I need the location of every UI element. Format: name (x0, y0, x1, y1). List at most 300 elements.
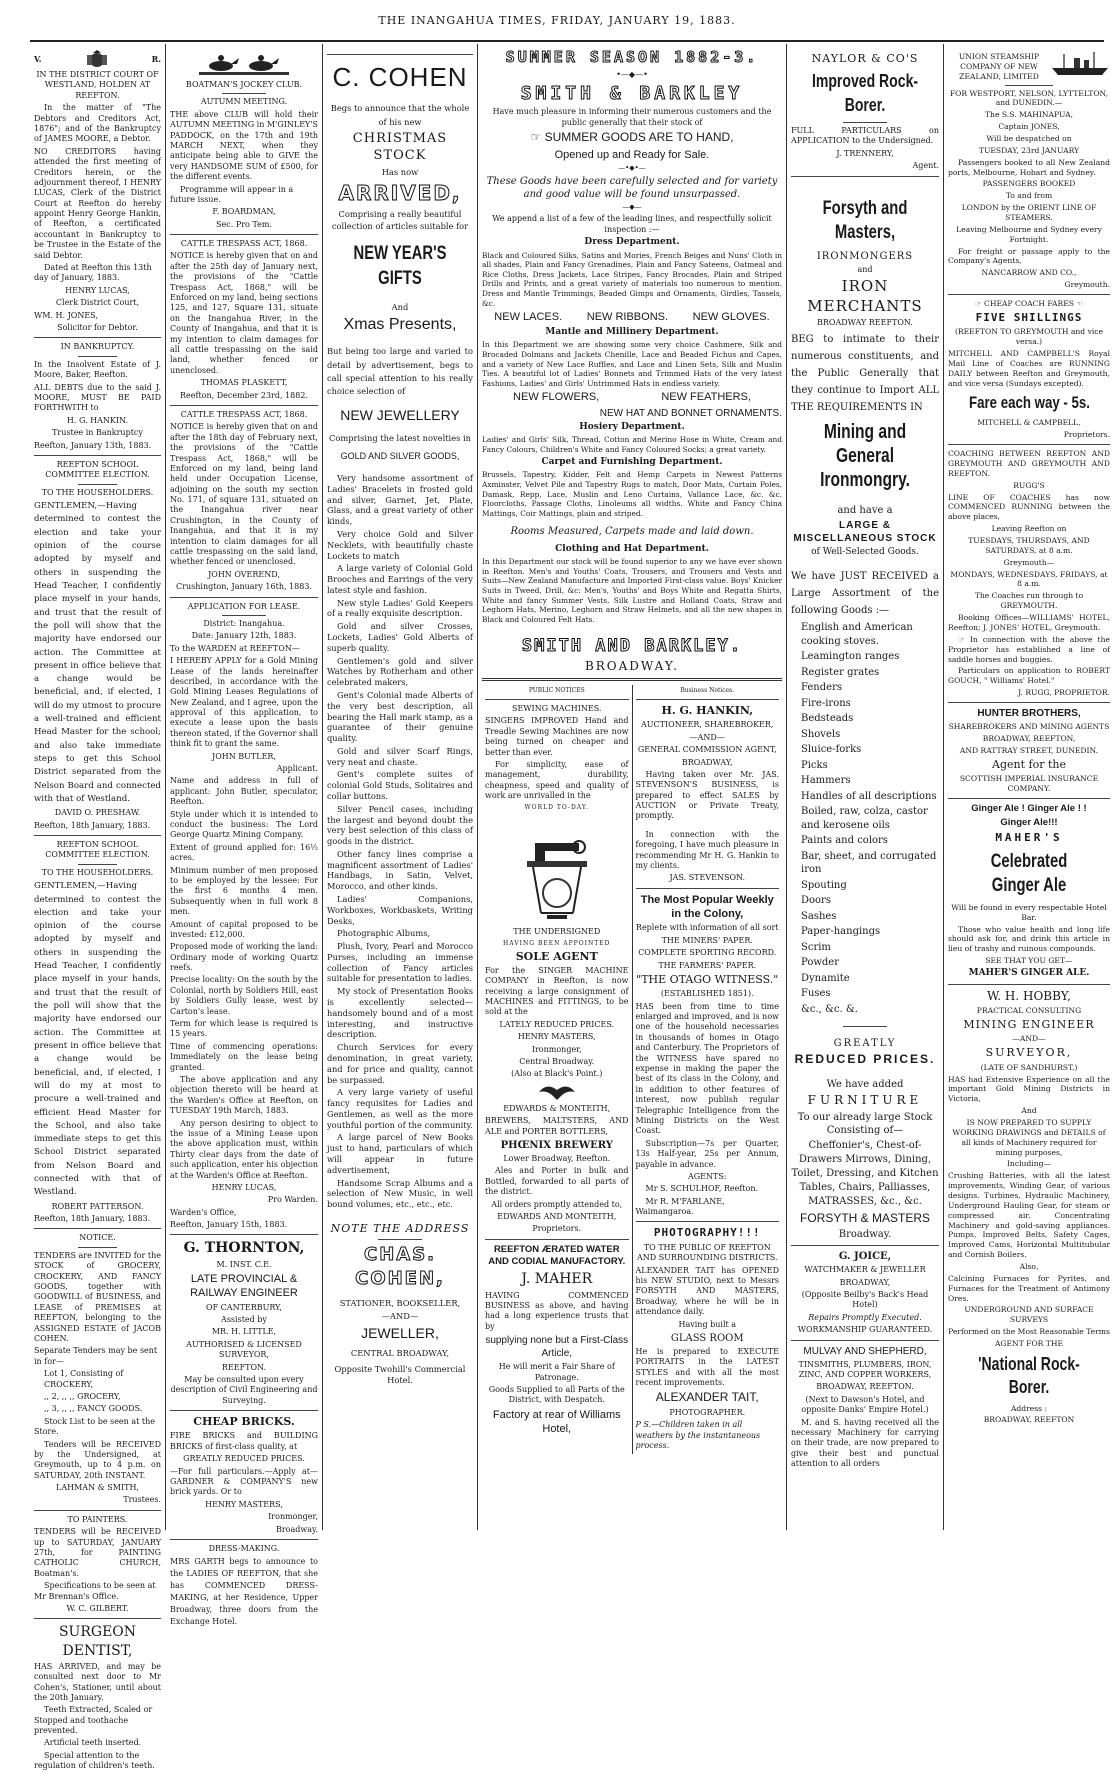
maher-supplying: supplying none but a First-Class Article, (485, 1335, 629, 1360)
divider (378, 1239, 422, 1240)
court-matter: In the matter of "The Debtors and Creditors Act, 1876"; and of the Bankruptcy of JAMES MOORE, a Debtor. (34, 103, 161, 144)
cattle2-date: Crushington, January 16th, 1883. (176, 582, 312, 592)
forsyth-have: and have a (837, 504, 893, 516)
forsyth-fm-broadway: Broadway. (838, 1229, 892, 1241)
divider (485, 699, 629, 700)
fare: Fare each way - 5s. (968, 393, 1090, 413)
cattle1-body: NOTICE is hereby given that on and after the 25th day of January next, the provisions of the "Cattle Trespass Act, 1868," will be Enforced on my land, being sections 125, and 127, Square 131, situate on the Inangahua River, in the County of Inangahua, and that it is my intention to claim damages for all cattle trespassing on the said land, whether fenced or unenclosed. (170, 251, 318, 375)
cohen-paragraph: Very handsome assortment of Ladies' Bracelets in frosted gold and silver, Garnet, Jet, Plate, Glass, and a great variety of other kinds, (327, 473, 473, 527)
brewers-orders: All orders promptly attended to, (491, 1199, 623, 1209)
hunter-rattray: AND RATTRAY STREET, DUNEDIN. (959, 745, 1099, 755)
joice-name: G. JOICE, (838, 1251, 892, 1263)
divider (78, 356, 116, 357)
divider (78, 1247, 116, 1248)
new-gloves: NEW GLOVES. (692, 311, 770, 324)
sewing-body: SINGERS IMPROVED Hand and Treadle Sewing Machines are now being turned on cheaper and better than ever. (485, 716, 629, 757)
forsyth-goods (791, 621, 939, 1016)
steamship-icon (1050, 50, 1110, 76)
union-captain: Captain JONES, (998, 122, 1060, 132)
cheap-coach-text: CHEAP COACH FARES (984, 299, 1074, 309)
goods-item: Paints and colors (801, 835, 888, 847)
maher-goods: Goods Supplied to all Parts of the District, with Despatch. (488, 1384, 625, 1405)
club-heading: BOATMAN'S JOCKEY CLUB. (185, 80, 303, 89)
cohen-gold: GOLD AND SILVER GOODS, (340, 451, 460, 462)
hobby-machinery: Crushing Batteries, with all the latest improvements, Winding Gear, of various designs. Turbines, Hydraulic Machinery, Underground Hauling Gear, for steam or compressed air. Concentrating Machinery and gold-saving appliances. Pumps, Improved Belts, Safety Cages, Improved Cams, Horizontal Multitubular and Cornish Boilers. (948, 1171, 1110, 1260)
divider (843, 122, 887, 123)
thornton-title: M. INST. C.E. (216, 1259, 272, 1269)
divider (1005, 85, 1054, 86)
hobby-and2: And (1021, 1106, 1037, 1116)
forsyth-iron-merchants: IRON MERCHANTS (807, 277, 923, 315)
divider (222, 615, 266, 616)
goods-item: Hammers (801, 775, 851, 787)
append: We append a list of a few of the leading lines, and respectfully solicit inspection :— (492, 214, 772, 234)
court-heading: IN THE DISTRICT COURT OF WESTLAND, HOLDEN AT REEFTON. (36, 70, 159, 100)
otago-agents: AGENTS: (687, 1171, 727, 1181)
cohen-jewellery: NEW JEWELLERY (340, 407, 460, 424)
rugg-leaving: Leaving Reefton on (991, 524, 1067, 534)
rugg-tues: TUESDAYS, THURSDAYS, AND SATURDAYS, at 8 a.m. (968, 536, 1090, 555)
divider (948, 294, 1110, 295)
tait-name: ALEXANDER TAIT, (655, 1390, 759, 1405)
masters-title: Ironmonger, (531, 1044, 582, 1054)
masters-place: Central Broadway. (519, 1056, 595, 1066)
union-greymouth: Greymouth. (1064, 280, 1110, 290)
mitchell-body: MITCHELL AND CAMPBELL'S Royal Mail Line of Coaches are RUNNING DAILY between Reefton and Greymouth, and vice versa (Sundays excepted). (948, 348, 1110, 388)
school2-body: GENTLEMEN,—Having determined to contest the election and take your opinion of the course adopted by myself and others in suspending the Head Teacher, I confidently place myself in your hands, and trust that the result of the poll will show that the majority have endorsed our action. The Committee at present in office believe that a change would be beneficial, and, if elected, I will do my at most to procure a well-trained and efficient Head Master for the School, and also take immediate steps to get this School District separated from Nelson Board and connected with that of Westland. (34, 881, 161, 1198)
new-feathers: NEW FEATHERS, (661, 391, 751, 404)
mitchell-proprietors: Proprietors. (1063, 430, 1110, 440)
notice-sign: LAHMAN & SMITH, (56, 1483, 139, 1493)
divider (34, 1510, 161, 1511)
hobby-broadway: BROADWAY, REEFTON (983, 1415, 1075, 1425)
rugg-coaches: The Coaches run through to GREYMOUTH. (974, 591, 1084, 611)
naylor-heading: NAYLOR & CO'S (811, 52, 919, 65)
painters-body: TENDERS will be RECEIVED up to SATURDAY, JANUARY 27th, for PAINTING CATHOLIC CHURCH, Boatman's. (34, 1527, 161, 1578)
lease-item: Amount of capital proposed to be invested: £12,000. (170, 919, 318, 939)
divider (948, 444, 1110, 445)
hankin-name: H. G. HANKIN, (661, 704, 754, 718)
thornton-little: MR. H. LITTLE, (211, 1327, 277, 1337)
lease-item: Precise locality: On the south by the Colonial, north by Soldiers Hill, east by Soldiers Gully lease, west by Carton's lease. (170, 975, 318, 1016)
goods-item: Bar, sheet, and corrugated iron (801, 850, 937, 876)
goods-item: Dynamite (801, 972, 850, 984)
thornton-of: OF CANTERBURY, (206, 1302, 282, 1312)
cohen-paragraph: Church Services for every denomination, in great variety, and for price and quality, cannot be surpassed. (327, 1042, 473, 1085)
joice-broadway: BROADWAY, (839, 1277, 891, 1287)
bricks-body: FIRE BRICKS and BUILDING BRICKS of first-class quality, at (170, 1431, 318, 1451)
naylor-rockborer: Improved Rock-Borer. (811, 71, 919, 115)
divider (170, 597, 318, 598)
club-programme: Programme will appear in a future issue. (170, 184, 294, 204)
union-heading: UNION STEAMSHIP COMPANY OF NEW ZEALAND, LIMITED (958, 52, 1040, 81)
hobby-has: HAS had Extensive Experience on all the important Gold Mining Districts in Victoria, (948, 1074, 1110, 1104)
lease-item: Extent of ground applied for: 16½ acres. (170, 842, 318, 863)
masters-sign: HENRY MASTERS, (517, 1032, 596, 1042)
photo-to: TO THE PUBLIC OF REEFTON AND SURROUNDING DISTRICTS. (636, 1242, 778, 1263)
lease-item: Term for which lease is required is 15 years. (170, 1019, 318, 1039)
forsyth-added: We have added (826, 1079, 904, 1091)
tait-title: PHOTOGRAPHER. (669, 1408, 746, 1418)
royal-arms (34, 50, 161, 68)
thornton-body: May be consulted upon every description of Civil Engineering and Surveying. (170, 1374, 318, 1405)
ginger-see: SEE THAT YOU GET— (985, 956, 1073, 966)
carpet-body: Brussels, Tapestry, Kidder, Felt and Hemp Carpets in Newest Patterns Axminster, Velvet Pile and Tapestry Rugs to match, Door Mats, Curtain Poles, Damask, Repp, Lace, Muslin and Leno Curtains, Vallance Lace, &c. &c. Floorcloths, Passage Cloths, Linoleums all widths. White and Fancy China Mattings, Coir Mattings, plain and striped. (482, 470, 782, 518)
sole-agent: SOLE AGENT (515, 949, 598, 963)
lease-item: Time of commencing operations: Immediately on the lease being granted. (170, 1041, 318, 1072)
divider (948, 702, 1110, 703)
hand-icon: ☞ (530, 130, 545, 145)
mulvay-body: M. and S. having received all the necessary Machinery for carrying on their trade, are now prepared to give their best and punctual attention to all orders (791, 1417, 939, 1469)
court-solicitor: WM. H. JONES, (34, 310, 98, 320)
otago-agent: Mr R. M'FARLANE, Waimangaroa. (635, 1196, 725, 1217)
lease-sign: JOHN BUTLER, (212, 751, 276, 761)
new-flowers-line (482, 390, 782, 404)
goods-item: Leamington ranges (801, 651, 900, 663)
popular-heading: The Most Popular Weekly in the Colony, (640, 893, 774, 921)
divider (791, 176, 939, 177)
maher-body: HAVING COMMENCED BUSINESS as above, and having had a long experience trusts that by (485, 1290, 629, 1331)
sole-body: For the SINGER MACHINE COMPANY in Reefton, is now receiving a large consignment of MACHINES and FITTINGS, to be sold at the (485, 965, 629, 1017)
otago-body: HAS been from time to time enlarged and improved, and is now one of the household necessaries in thousands of homes in Otago and Canterbury. The Proprietors of the WITNESS have spared no expense in making the paper the best of its class in the Colony, and in addition to other features of interest, now publish regular Telegraphic Intelligence from the Mining Districts on the West Coast. (635, 1001, 779, 1136)
forsyth-large: LARGE & MISCELLANEOUS STOCK (793, 519, 937, 544)
hunter-scottish: SCOTTISH IMPERIAL INSURANCE COMPANY. (959, 773, 1099, 793)
thornton-surveyor: AUTHORISED & LICENSED SURVEYOR, (186, 1339, 302, 1360)
otago-subscription: Subscription—7s per Quarter, 13s Half-year, 25s per Annum, payable in advance. (635, 1138, 779, 1169)
masthead: THE INANGAHUA TIMES, FRIDAY, JANUARY 19, 1883. (378, 14, 736, 27)
divider (170, 405, 318, 406)
mantle-heading: Mantle and Millinery Department. (545, 326, 719, 337)
cohen-stock: CHRISTMAS STOCK (352, 130, 448, 163)
dress-dept-heading: Dress Department. (584, 236, 680, 247)
cohen-comprising2: Comprising the latest novelties in (328, 432, 472, 443)
court-solicitor-title: Solicitor for Debtor. (57, 322, 138, 332)
lease-warden-sign: HENRY LUCAS, (211, 1182, 277, 1192)
dentist-text: Teeth Extracted, Scaled or Stopped and toothache prevented. (34, 1705, 153, 1736)
cattle1-date: Reefton, December 23rd, 1882. (179, 390, 308, 400)
divider (843, 1026, 887, 1027)
forsyth-ironmongers: IRONMONGERS (816, 251, 914, 263)
tait-ps: P S.—Children taken in all weathers by the instantaneous process. (635, 1420, 761, 1451)
forsyth-furniture-list: Cheffonier's, Chest-of-Drawers Mirrows, Dining, Toilet, Dressing, and Kitchen Tables, Chairs, Palliasses, MATRASSES, &c., &c. (791, 1139, 939, 1207)
cohen-paragraph: Photographic Albums, (337, 928, 431, 939)
union-despatch: Will be despatched on (986, 134, 1072, 144)
cohen-has-now: Has now (381, 166, 419, 177)
school1-to: TO THE HOUSEHOLDERS. (41, 487, 154, 497)
hunter-name: HUNTER BROTHERS, (977, 707, 1081, 719)
painters-spec: Specifications to be seen at Mr Brennan's Office. (34, 1581, 156, 1601)
notice-sign-title: Trustees. (123, 1495, 161, 1505)
thornton-town: REEFTON. (221, 1362, 267, 1372)
new-hats: NEW HAT AND BONNET ORNAMENTS. (599, 407, 782, 419)
goods-item: Scrim (801, 941, 831, 953)
summer-goods-text: SUMMER GOODS ARE TO HAND, (544, 130, 734, 145)
divider (948, 984, 1110, 985)
rugg-mon: MONDAYS, WEDNESDAYS, FRIDAYS, at 8 a.m. (950, 569, 1108, 589)
hosiery-body: Ladies' and Girls' Silk, Thread, Cotton and Merino Hose in White, Cream and Fancy Colours, Children's White and Fancy Coloured Socks; a great variety. (482, 435, 782, 455)
court-body: NO CREDITORS having attended the first meeting of Creditors herein, or the adjournment thereof, I HENRY LUCAS, Clerk of the District Court at Reefton do hereby appoint Henry George Hankin, of Reefton, a certificated accountant in Bankruptcy to be Trustee in the Estate of the said Debtor. (34, 146, 161, 260)
goods-item: Shovels (801, 728, 841, 740)
sub-columns (482, 685, 782, 1453)
mulvay-name: MULVAY AND SHEPHERD, (803, 1345, 927, 1357)
court-sign: HENRY LUCAS, (65, 285, 130, 295)
lease-hearing: The above application and any objection thereto will be heard at the Warden's Office at Reefton, on TUESDAY 19th March, 1883. (170, 1074, 318, 1116)
mulvay-tinsmiths: TINSMITHS, PLUMBERS, IRON, ZINC, AND COPPER WORKERS, (798, 1359, 932, 1379)
dress-dept-body: Black and Coloured Silks, Satins and Mories, French Beiges and Nuns' Cloth in all shades, Plain and Fancy Grenadines, Plain and Fancy Sateens, Oatmeal and Rice Cloths, Dress Jackets, Lace Stripes, Fancy Brocades, Plain and Striped Drills and Prints, and a great variety of materials too numerous to mention. Dress and Mantle Trimmings, Beaded Gimps and Ornaments, Girdles, Tassels, &c. (482, 250, 782, 308)
hobby-name: W. H. HOBBY, (987, 988, 1071, 1003)
brewers-body: BREWERS, MALTSTERS, AND ALE and PORTER BOTTLERS, (485, 1116, 629, 1136)
bankruptcy-sub: In the Insolvent Estate of J. Moore, Baker, Reefton. (34, 359, 161, 380)
club-body: THE above CLUB will hold their AUTUMN MEETING in M'GINLEY'S PADDOCK, on the 17th and 19th MARCH NEXT, when they anticipate being able to GIVE the very HANDSOME SUM of £500, for the different events. (170, 109, 318, 182)
season-heading: SUMMER SEASON 1882-3. (505, 48, 759, 66)
thornton-name: G. THORNTON, (183, 1240, 305, 1257)
replete: Replete with information of all sort (635, 923, 779, 933)
rugg-connection (948, 635, 1110, 665)
notice-lot: ,, 2, ,, ,, GROCERY, (44, 1391, 121, 1401)
forsyth-fm: FORSYTH & MASTERS (799, 1210, 930, 1225)
cohen-paragraph: Gold and silver Crosses, Lockets, Ladies' Gold Alberts of superb quality. (327, 621, 473, 653)
cohen-stationer: STATIONER, BOOKSELLER, (339, 1297, 461, 1308)
hankin-role: AUCTIONEER, SHAREBROKER, (641, 720, 774, 730)
brewers-sign: EDWARDS AND MONTEITH, (497, 1211, 617, 1221)
goods-item: Fire-irons (801, 697, 851, 709)
lease-to: To the WARDEN at REEFTON— (170, 643, 300, 653)
union-for: FOR WESTPORT, NELSON, LYTTELTON, and DUNEDIN.— (949, 88, 1109, 108)
public-notices-column (482, 685, 632, 1453)
column-3 (323, 46, 477, 1528)
public-notices-label: PUBLIC NOTICES (528, 687, 585, 695)
new-ribbons: NEW RIBBONS. (586, 311, 669, 324)
hand-icon: ☞ (974, 299, 985, 309)
ginger-found: Will be found in every respectable Hotel Bar. (951, 902, 1107, 922)
lately: LATELY REDUCED PRICES. (499, 1019, 615, 1029)
goods-item: Doors (801, 895, 831, 907)
bricks-apply: —For full particulars.—Apply at—GARDNER & COMPANY'S new brick yards. Or to (170, 1466, 318, 1497)
union-booked: PASSENGERS BOOKED (982, 179, 1076, 189)
goods-item: Sashes (801, 910, 837, 922)
cattle2-sign: JOHN OVEREND, (208, 569, 280, 579)
cohen-note: NOTE THE ADDRESS (330, 1221, 470, 1235)
union-london: LONDON by the ORIENT LINE OF STEAMERS. (961, 203, 1097, 223)
photo-built: Having built a (678, 1319, 737, 1329)
cohen-intro: Begs to announce that the whole of his new (330, 102, 470, 127)
notice-stock: Stock List to be seen at the Store. (34, 1416, 155, 1437)
forsyth-and: and (857, 265, 873, 275)
firm-heading: SMITH & BARKLEY (520, 82, 744, 104)
column-6 (944, 46, 1114, 1528)
celebrated-ginger-ale: Celebrated Ginger Ale (990, 850, 1068, 897)
business-notices-column (632, 685, 783, 1453)
lease-date: Date: January 12th, 1883. (191, 631, 297, 641)
divider (485, 1239, 629, 1240)
hunter-agent-for: Agent for the (992, 757, 1066, 771)
cohen-paragraph: Gent's Colonial made Alberts of the very best description, all bearing the Hall mark stamp, as a guarantee of their genuine quality. (327, 689, 473, 744)
forsyth-well: of Well-Selected Goods. (811, 546, 919, 557)
lease-item: Proposed mode of working the land: Ordinary mode of working Quartz reefs. (170, 942, 318, 973)
ginger-ale-2: Ginger Ale!!! (1000, 816, 1058, 828)
column-5 (787, 46, 943, 1528)
cohen-paragraph: Other fancy lines comprise a magnificent assortment of Ladies' Handbags, in Satin, Velvet, Morocco, and other kinds. (327, 848, 473, 892)
cheap-coach (948, 299, 1110, 309)
forsyth-mining: Mining and General Ironmongry. (820, 420, 910, 491)
otago-agent: Mr S. SCHULHOF, Reefton. (645, 1184, 759, 1194)
divider (34, 337, 161, 338)
brewers-ales: Ales and Porter in bulk and Bottled, forwarded to all parts of the district. (485, 1166, 629, 1197)
horse-race-icon (199, 52, 289, 78)
divider (170, 1234, 318, 1235)
hobby-practical: PRACTICAL CONSULTING (976, 1006, 1082, 1016)
hankin-and: —AND— (689, 732, 725, 742)
hobby-mining-eng: MINING ENGINEER (963, 1018, 1095, 1032)
lease-sign-title: Applicant. (276, 764, 318, 774)
royal-crest-icon (85, 50, 109, 68)
cohen-presents: Xmas Presents, (343, 315, 457, 333)
goods-item: Spouting (801, 879, 847, 891)
masters-also: (Also at Black's Point.) (511, 1069, 603, 1079)
court-dated: Dated at Reefton this 13th day of January, 1883. (34, 263, 152, 283)
naylor-full: FULL PARTICULARS on APPLICATION to the Undersigned. (791, 126, 939, 146)
bankruptcy-sign: H. G. HANKIN. (66, 415, 129, 425)
maher-name: J. MAHER (521, 1271, 593, 1288)
farmers-paper: THE FARMERS' PAPER. (658, 960, 757, 970)
goods-item: Picks (801, 759, 828, 771)
firm2-heading: SMITH AND BARKLEY. (521, 635, 743, 656)
club-sub: AUTUMN MEETING. (200, 97, 288, 107)
business-notices-label: Business Notices. (680, 687, 735, 695)
cattle1-sign: THOMAS PLASKETT, (200, 378, 288, 388)
dentist-body: HAS ARRIVED, and may be consulted next door to Mr Cohen's, Stationer, until about the 20th January. (34, 1661, 161, 1702)
school2-date: Reefton, 18th January, 1883. (34, 1214, 151, 1224)
goods-item: Fuses (801, 988, 831, 1000)
divider (636, 888, 780, 889)
joice-opposite: (Opposite Beilby's Back's Head Hotel) (801, 1290, 929, 1310)
school2-heading: REEFTON SCHOOL COMMITTEE ELECTION. (45, 840, 150, 860)
brewers-proprietors: Proprietors. (532, 1224, 582, 1234)
joice-watchmaker: WATCHMAKER & JEWELLER (804, 1265, 926, 1275)
sewing-machine-icon (517, 813, 597, 925)
thornton-assist: Assisted by (221, 1315, 267, 1325)
goods-item: &c., &c. &. (801, 1003, 858, 1015)
hankin-connection: In connection with the foregoing, I have much pleasure in recommending Mr H. G. Hankin to my clients. (635, 829, 779, 871)
photo-body: ALEXANDER TAIT has OPENED his NEW STUDIO, next to Messrs FORSYTH AND MASTERS, Broadway, where he will be in attendance daily. (635, 1265, 779, 1317)
divider (34, 835, 161, 836)
lease-item: Style under which it is intended to conduct the business: The Lord George Quartz Mining Company. (170, 809, 318, 840)
hobby-including: Including— (1006, 1159, 1052, 1169)
notice-lot: Lot 1, Consisting of CROCKERY, (44, 1369, 124, 1389)
lease-office: Warden's Office, (170, 1207, 237, 1217)
bankruptcy-body: ALL DEBTS due to the said J. MOORE, MUST BE PAID FORTHWITH to (34, 382, 161, 413)
reefton-grey: (REEFTON TO GREYMOUTH and vice versa.) (954, 327, 1104, 347)
divider (34, 455, 161, 456)
rugg-line: LINE OF COACHES has now COMMENCED RUNNING between the above places, (948, 492, 1110, 522)
goods-item: Handles of all descriptions (801, 790, 937, 802)
cohen-paragraph: Very choice Gold and Silver Necklets, with beautifully chaste Lockets to match (327, 529, 473, 561)
divider (636, 1221, 780, 1222)
bricks-prices: GREATLY REDUCED PRICES. (183, 1454, 305, 1464)
divider (78, 484, 116, 485)
sewing-heading: SEWING MACHINES. (512, 704, 602, 714)
cohen-chas: CHAS. COHEN, (355, 1244, 445, 1289)
bankruptcy-heading: IN BANKRUPTCY. (60, 342, 135, 352)
forsyth-furniture: FURNITURE (807, 1093, 923, 1108)
divider (482, 678, 782, 681)
cattle1-heading: CATTLE TRESPASS ACT, 1868. (180, 239, 308, 249)
cohen-but: But being too large and varied to detail by advertisement, begs to call special attention to his really choice selection of (327, 346, 473, 397)
goods-item: Fenders (801, 682, 842, 694)
naylor-sign: J. TRENNERY, (836, 148, 894, 158)
goods-item: Bedsteads (801, 713, 854, 725)
ruggs: RUGG'S (1013, 480, 1045, 490)
cohen-central: CENTRAL BROADWAY, (350, 1347, 450, 1358)
rooms: Rooms Measured, Carpets made and laid down. (510, 525, 754, 537)
new-flowers: NEW FLOWERS, (513, 391, 600, 404)
bricks-heading: CHEAP BRICKS. (193, 1415, 295, 1429)
hobby-late: (LATE OF SANDHURST.) (980, 1062, 1078, 1072)
hand-icon: ☞ (958, 634, 970, 644)
forsyth-greatly: GREATLY (833, 1038, 897, 1050)
lease-heading: APPLICATION FOR LEASE. (187, 601, 301, 611)
mulvay-next: (Next to Dawson's Hotel, and opposite Danks' Empire Hotel.) (801, 1394, 929, 1415)
rugg-booking: Booking Offices—WILLIAMS' HOTEL, Reefton; J. JONES' HOTEL, Greymouth. (948, 613, 1110, 632)
new-laces: NEW LACES. (494, 311, 563, 324)
goods-item: Boiled, raw, colza, castor and kerosene oils (801, 806, 928, 831)
union-to-from: To and from (1005, 191, 1053, 201)
brewers-name: EDWARDS & MONTEITH, (503, 1103, 611, 1113)
world-today: WORLD TO-DAY. (524, 803, 589, 811)
dentist-text: Artificial teeth inserted. (44, 1738, 142, 1748)
phoenix-brewery: PHŒNIX BREWERY (500, 1139, 613, 1151)
ginger-those: Those who value health and long life should ask for, and drink this article in lieu of trashy and ruinous compounds. (948, 924, 1110, 954)
mitchell-sign: MITCHELL & CAMPBELL, (977, 418, 1081, 428)
notice-body: TENDERS are INVITED for the STOCK of GROCERY, CROCKERY, AND FANCY GOODS, together with GOODWILL of BUSINESS, and LEASE of PREMISES at REEFTON, belonging to the ASSIGNED ESTATE of JACOB COHEN. (34, 1250, 161, 1343)
brewers-lower: Lower Broadway, Reefton. (503, 1153, 611, 1163)
joice-workmanship: WORKMANSHIP GUARANTEED. (797, 1325, 933, 1335)
hobby-surveyor: SURVEYOR, (985, 1046, 1073, 1060)
cohen-paragraph: Silver Pencil cases, including the largest and beyond doubt the very best selection of this class of goods in the district. (327, 803, 473, 847)
divider (222, 93, 266, 94)
cohen-paragraph: Handsome Scrap Albums and a selection of New Music, in well bound volumes, etc., etc., etc. (327, 1177, 473, 1210)
divider (791, 1340, 939, 1341)
cohen-paragraph: My stock of Presentation Books is excellently selected—handsomely bound and of a most interesting, and instructive description. (327, 986, 473, 1040)
bricks-sign: HENRY MASTERS, (205, 1499, 283, 1509)
photo-body2: He is prepared to EXECUTE PORTRAITS in the LATEST STYLES and with all the most recent improvements. (635, 1346, 779, 1388)
cohen-paragraph: A very large variety of useful fancy requisites for Ladies and Gentlemen, as well as the more youthful portion of the community. (327, 1087, 473, 1130)
goods-item: Sluice-forks (801, 744, 862, 756)
cattle2-heading: CATTLE TRESPASS ACT, 1868. (180, 409, 308, 419)
lease-item: Minimum number of men proposed to be employed by the lessee: For the first 6 months 4 men. Subsequently when in full work 8 men. (170, 865, 318, 917)
forsyth-broadway: BROADWAY REEFTON. (817, 318, 913, 328)
bankruptcy-sign-title: Trustee in Bankruptcy (52, 428, 143, 438)
divider (34, 1618, 161, 1619)
new-lines (482, 310, 782, 324)
school2-to: TO THE HOUSEHOLDERS. (41, 867, 154, 877)
cohen-jeweller: JEWELLER, (361, 1324, 439, 1341)
hobby-underground: UNDERGROUND AND SURFACE SURVEYS (964, 1305, 1094, 1325)
naylor-agent: Agent. (912, 161, 939, 171)
union-nancarrow: NANCARROW AND CO., (981, 268, 1077, 278)
rugg-grey: Greymouth— (1003, 557, 1055, 567)
mulvay-broadway: BROADWAY, REEFTON. (816, 1382, 914, 1392)
club-sign: F. BOARDMAN, (212, 207, 276, 217)
ginger-mahers2: MAHER'S GINGER ALE. (968, 968, 1090, 979)
joice-repairs: Repairs Promptly Executed. (808, 1312, 922, 1322)
bankruptcy-date: Reefton, January 13th, 1883. (34, 440, 152, 450)
hobby-now: IS NOW PREPARED TO SUPPLY WORKING DRAWINGS and DETAILS of all kinds of Machinery required for mining purposes, (952, 1117, 1106, 1157)
eagle-icon (537, 1082, 577, 1102)
hunter-broadway: BROADWAY, REEFTON, (982, 733, 1076, 743)
thornton-role: LATE PROVINCIAL & RAILWAY ENGINEER (190, 1273, 298, 1300)
hankin-body: Having taken over Mr. JAS. STEVENSON'S BUSINESS, is prepared to effect SALES by AUCTION or Private Treaty, promptly. (635, 769, 779, 821)
